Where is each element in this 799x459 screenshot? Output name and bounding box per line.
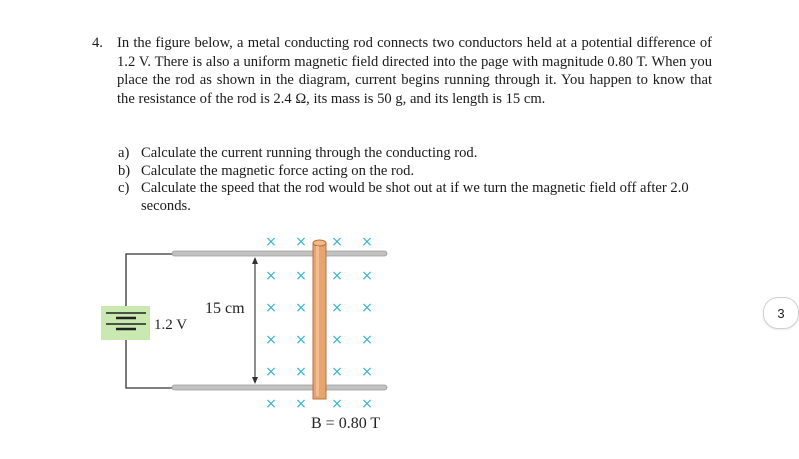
field-x-mark: ×	[295, 396, 307, 412]
conducting-rod	[313, 240, 326, 399]
part-text: Calculate the speed that the rod would be shot out at if we turn the magnetic field off after 2.0 seconds.	[141, 180, 689, 214]
field-x-mark: ×	[331, 268, 343, 284]
field-x-mark: ×	[295, 300, 307, 316]
problem-number: 4.	[92, 35, 103, 51]
part-label: b)	[118, 162, 131, 179]
page-number-badge[interactable]: 3	[763, 297, 799, 329]
part-text: Calculate the magnetic force acting on the rod.	[141, 162, 415, 179]
field-x-mark: ×	[331, 332, 343, 348]
field-x-mark: ×	[265, 300, 277, 316]
field-x-mark: ×	[331, 234, 343, 250]
battery-label: 1.2 V	[154, 317, 188, 333]
part-label: c)	[118, 180, 130, 197]
field-x-mark: ×	[265, 332, 277, 348]
length-label: 15 cm	[205, 300, 245, 317]
field-x-mark: ×	[361, 268, 373, 284]
length-dimension-arrow	[252, 257, 258, 384]
part-label: a)	[118, 145, 130, 161]
field-x-mark: ×	[361, 364, 373, 380]
field-x-mark: ×	[331, 396, 343, 412]
field-x-mark: ×	[331, 364, 343, 380]
wire-top	[126, 254, 172, 312]
field-x-mark: ×	[361, 234, 373, 250]
bottom-rail	[172, 385, 387, 390]
field-x-mark: ×	[265, 364, 277, 380]
field-x-mark: ×	[265, 268, 277, 284]
battery-highlight	[101, 306, 150, 340]
problem-text: In the figure below, a metal conducting rod connects two conductors held at a potential difference of 1.2 V. There is also a uniform magnetic field directed into the page with magnitude 0.80 T. When you place the rod as shown in the diagram, current begins running through it. You happen to know that the resistance of the rod is 2.4 Ω, its mass is 50 g, and its length is 15 cm.	[117, 35, 712, 107]
top-rail	[172, 251, 387, 256]
field-x-mark: ×	[361, 332, 373, 348]
field-x-mark: ×	[295, 364, 307, 380]
field-x-mark: ×	[331, 300, 343, 316]
field-x-mark: ×	[295, 268, 307, 284]
field-label: B = 0.80 T	[311, 415, 381, 432]
field-x-mark: ×	[361, 396, 373, 412]
wire-bottom	[126, 332, 172, 388]
field-x-mark: ×	[295, 234, 307, 250]
field-x-mark: ×	[295, 332, 307, 348]
field-x-mark: ×	[265, 396, 277, 412]
field-x-mark: ×	[265, 234, 277, 250]
part-text: Calculate the current running through the conducting rod.	[141, 145, 478, 161]
field-x-mark: ×	[361, 300, 373, 316]
